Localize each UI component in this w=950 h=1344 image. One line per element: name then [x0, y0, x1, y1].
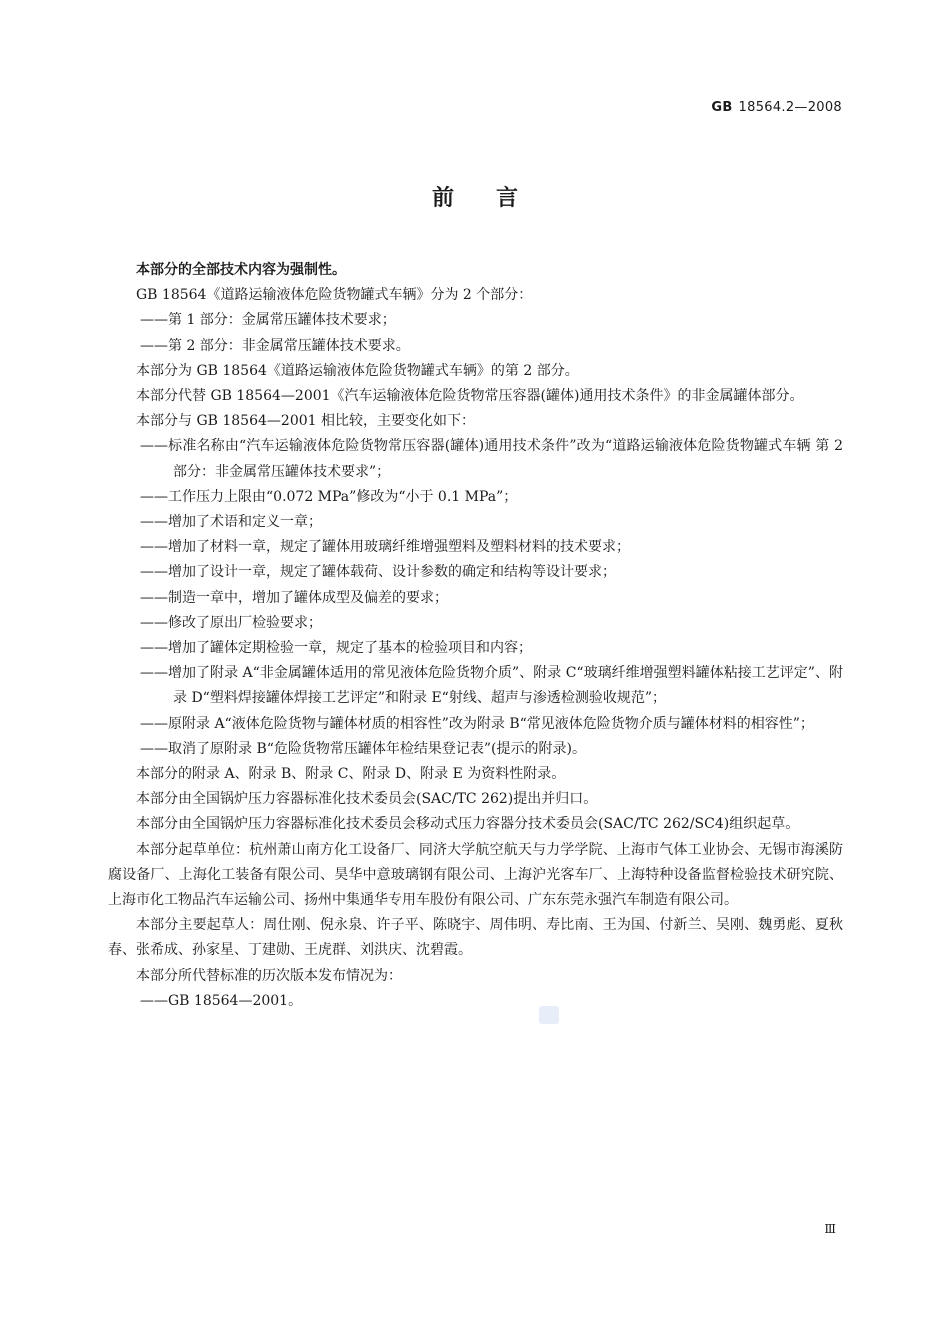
list-item: ——工作压力上限由“0.072 MPa”修改为“小于 0.1 MPa”；: [140, 488, 518, 505]
list-item: ——标准名称由“汽车运输液体危险货物常压容器(罐体)通用技术条件”改为“道路运输液体危险货物罐式车辆 第 2 部分：非金属常压罐体技术要求”；: [140, 438, 843, 480]
paragraph: 本部分由全国锅炉压力容器标准化技术委员会(SAC/TC 262)提出并归口。: [136, 791, 598, 808]
paragraph: GB 18564《道路运输液体危险货物罐式车辆》分为 2 个部分：: [136, 287, 533, 304]
list-item: ——增加了设计一章，规定了罐体载荷、设计参数的确定和结构等设计要求；: [140, 564, 616, 581]
list-item: ——制造一章中，增加了罐体成型及偏差的要求；: [140, 589, 448, 606]
standard-number: [711, 100, 842, 115]
paragraph: 本部分所代替标准的历次版本发布情况为：: [136, 967, 402, 984]
paragraph: 本部分起草单位：杭州萧山南方化工设备厂、同济大学航空航天与力学学院、上海市气体工业协会、无锡市海溪防腐设备厂、上海化工装备有限公司、昊华中意玻璃钢有限公司、上海沪光客车厂、上海特种设备监督检验技术研究院、上海市化工物品汽车运输公司、扬州中集通华专用车股份有限公司、广东东莞永强汽车制造有限公司。: [108, 841, 843, 909]
standard-prefix: GB: [711, 100, 733, 115]
foreword-body: [108, 258, 843, 1014]
list-item: ——修改了原出厂检验要求；: [140, 614, 322, 631]
page-number: Ⅲ: [824, 1222, 836, 1236]
page-title: 前言: [431, 186, 560, 211]
list-item: ——增加了材料一章，规定了罐体用玻璃纤维增强塑料及塑料材料的技术要求；: [140, 539, 630, 556]
paragraph: 本部分代替 GB 18564—2001《汽车运输液体危险货物常压容器(罐体)通用技术条件》的非金属罐体部分。: [136, 388, 804, 405]
paragraph: 本部分的附录 A、附录 B、附录 C、附录 D、附录 E 为资料性附录。: [136, 766, 566, 783]
paragraph: 本部分为 GB 18564《道路运输液体危险货物罐式车辆》的第 2 部分。: [136, 362, 579, 379]
list-item: ——增加了附录 A“非金属罐体适用的常见液体危险货物介质”、附录 C“玻璃纤维增强塑料罐体粘接工艺评定”、附录 D“塑料焊接罐体焊接工艺评定”和附录 E“射线、超声与渗透检测验收规范”；: [140, 665, 843, 707]
list-item: ——取消了原附录 B“危险货物常压罐体年检结果登记表”(提示的附录)。: [140, 740, 586, 757]
list-item: ——增加了罐体定期检验一章，规定了基本的检验项目和内容；: [140, 640, 532, 657]
paragraph: 本部分的全部技术内容为强制性。: [136, 262, 346, 278]
list-item: ——原附录 A“液体危险货物与罐体材质的相容性”改为附录 B“常见液体危险货物介质与罐体材料的相容性”；: [140, 715, 814, 732]
paragraph: 本部分由全国锅炉压力容器标准化技术委员会移动式压力容器分技术委员会(SAC/TC 262/SC4)组织起草。: [136, 816, 800, 833]
standard-code: 18564.2—2008: [738, 100, 842, 115]
list-item: ——增加了术语和定义一章；: [140, 514, 322, 531]
paragraph: 本部分主要起草人：周仕刚、倪永泉、许子平、陈晓宇、周伟明、寿比南、王为国、付新兰、吴刚、魏勇彪、夏秋春、张希成、孙家星、丁建勋、王虎群、刘洪庆、沈碧霞。: [108, 917, 843, 959]
list-item: ——第 2 部分：非金属常压罐体技术要求。: [140, 337, 410, 354]
watermark-logo: [539, 1006, 559, 1024]
list-item: ——第 1 部分：金属常压罐体技术要求；: [140, 312, 396, 329]
paragraph: 本部分与 GB 18564—2001 相比较，主要变化如下：: [136, 413, 475, 430]
list-item: ——GB 18564—2001。: [140, 992, 303, 1009]
